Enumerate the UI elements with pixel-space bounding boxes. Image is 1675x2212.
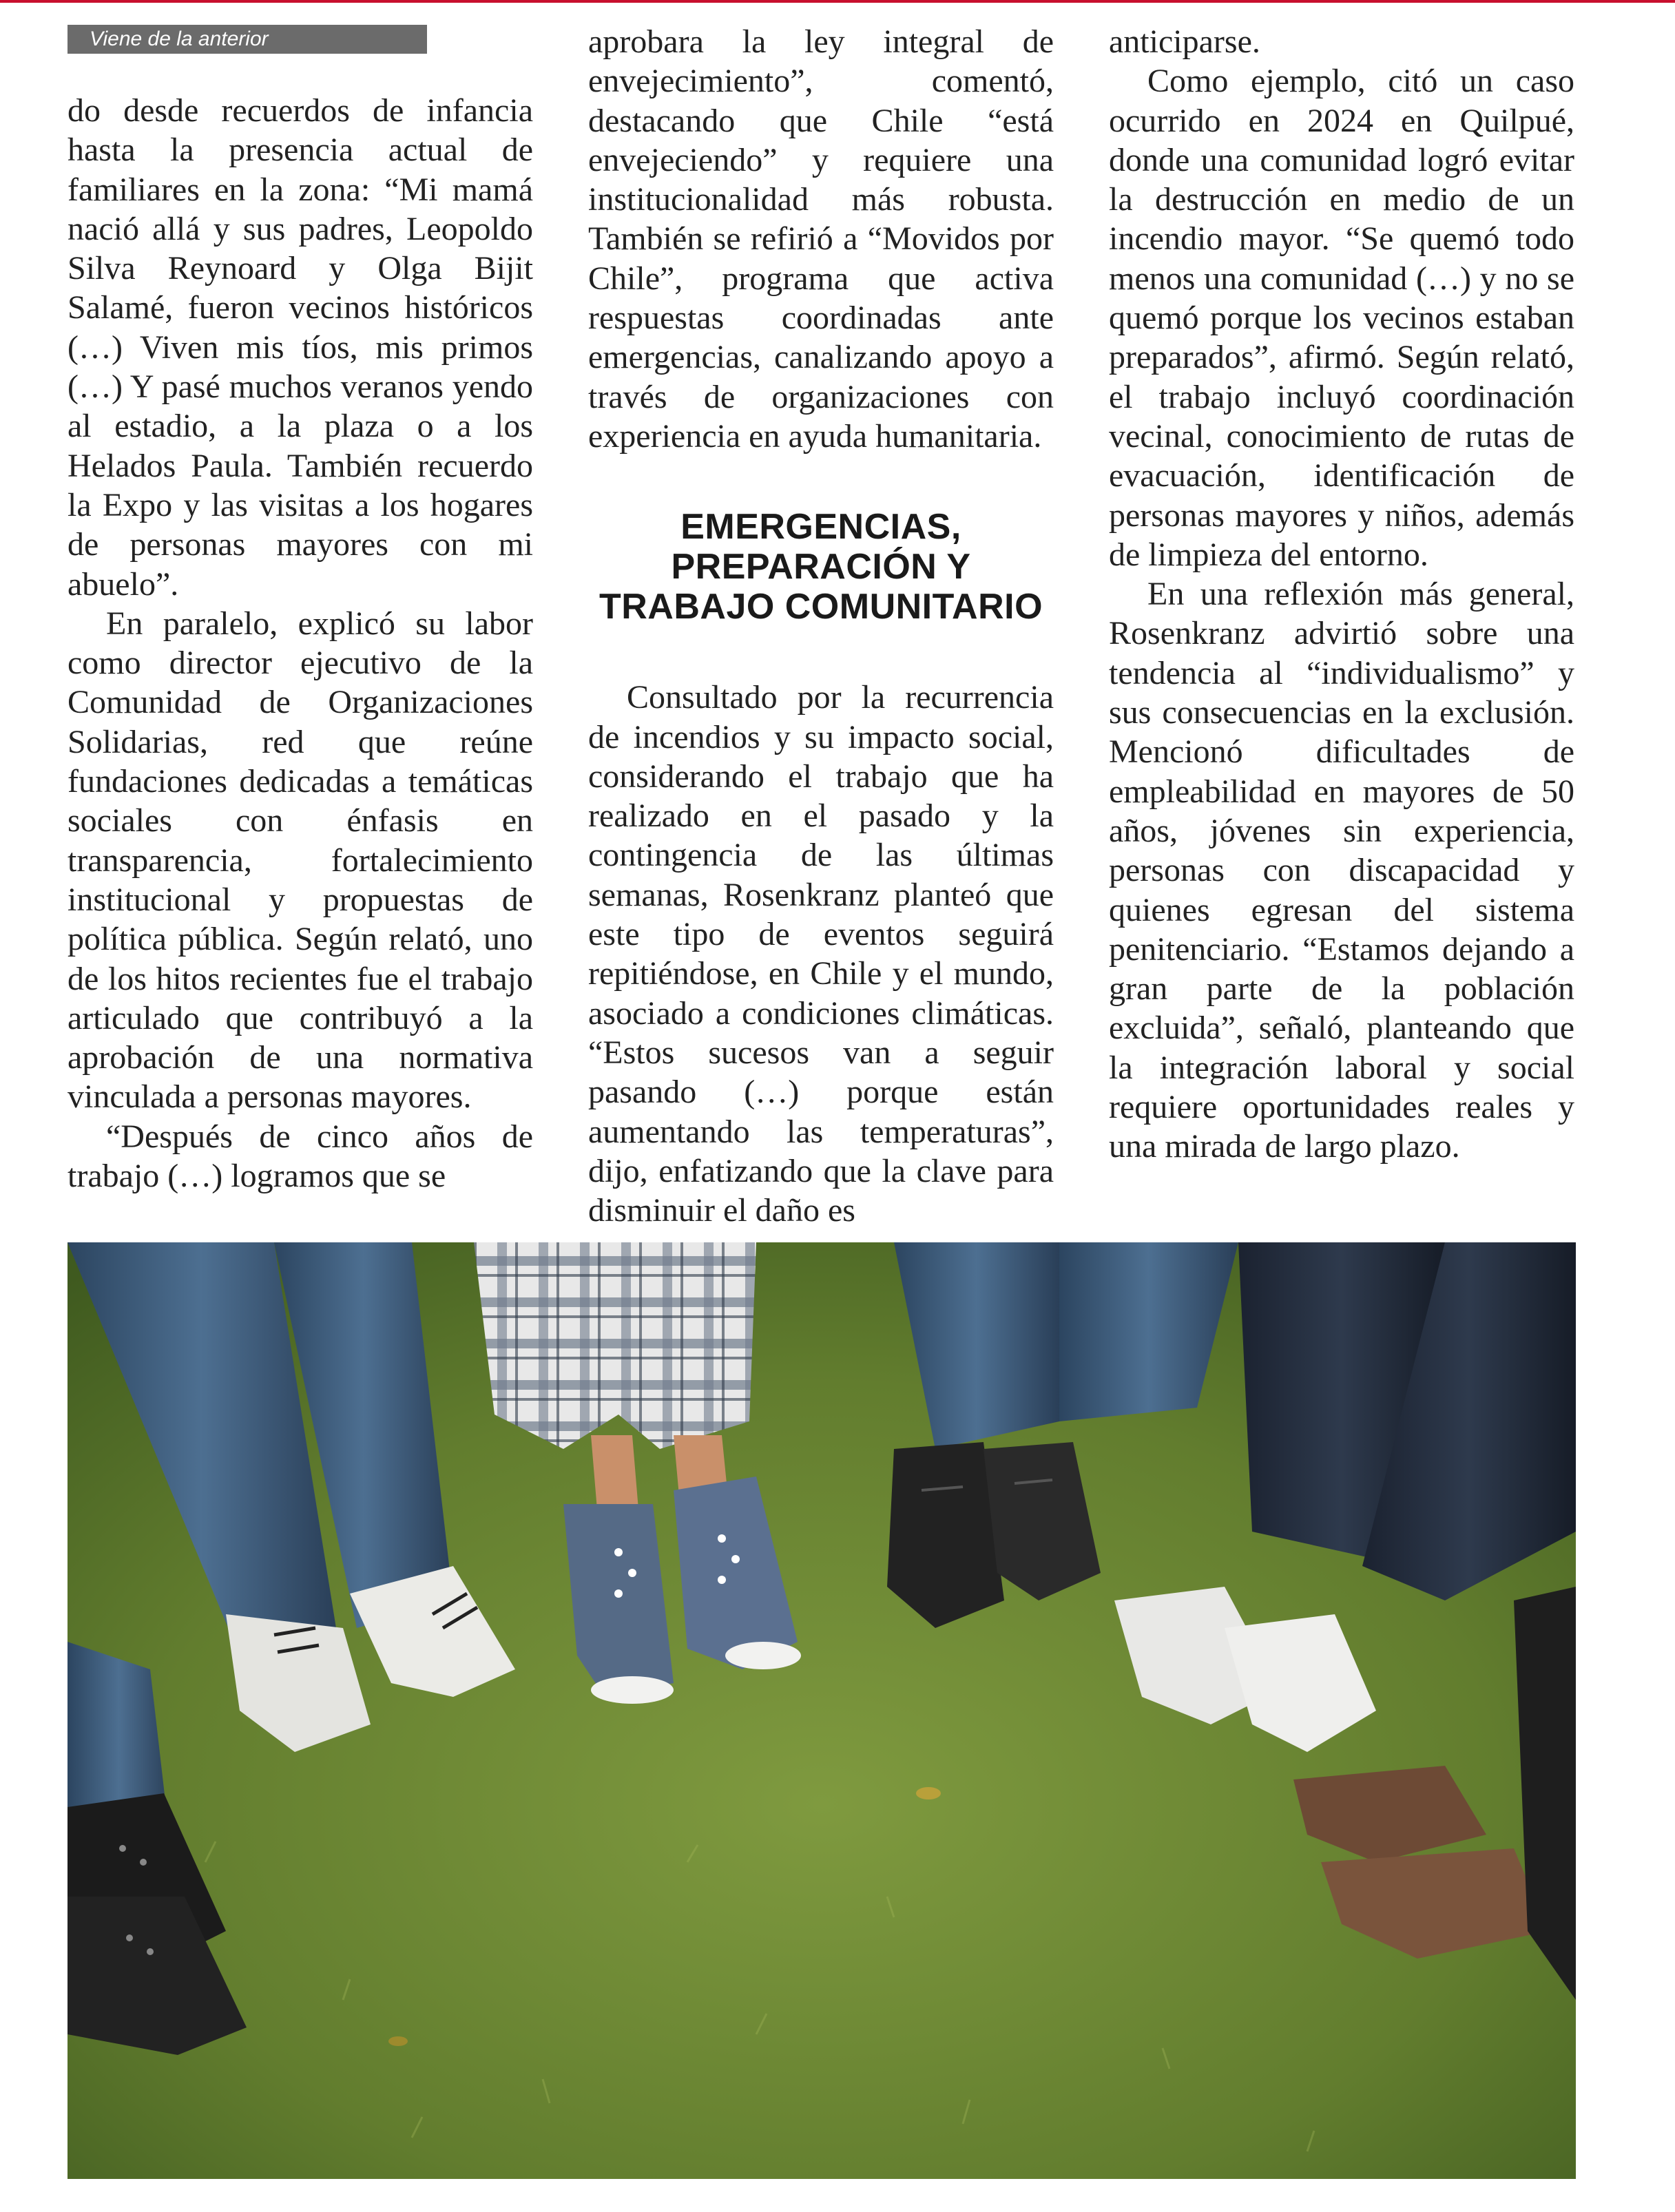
article-column-2 [588, 22, 1054, 1230]
section-subheading: EMERGENCIAS, PREPARACIÓN Y TRABAJO COMUNITARIO [599, 507, 1043, 627]
top-accent-rule [0, 0, 1675, 3]
paragraph: anticiparse. [1109, 23, 1260, 60]
paragraph: “Después de cinco años de trabajo (…) logramos que se [67, 1118, 533, 1195]
paragraph: En una reflexión más general, Rosenkranz advirtió sobre una tendencia al “individualismo” y sus consecuencias en la exclusión. Mencionó dificultades de empleabilidad en mayores de 50 años, jóvenes sin experiencia, personas con discapacidad y quienes egresan del sistema penitenciario. “Estamos dejando a gran parte de la población excluida”, señaló, planteando que la integración laboral y social requiere oportunidades reales y una mirada de largo plazo. [1109, 576, 1574, 1165]
continued-kicker: Viene de la anterior [67, 25, 427, 54]
article-column-1 [67, 91, 533, 1196]
paragraph: aprobara la ley integral de envejecimiento”, comentó, destacando que Chile “está envejeciendo” y requiere una institucionalidad más robusta. También se refirió a “Movidos por Chile”, programa que activa respuestas coordinadas ante emergencias, canalizando apoyo a través de organizaciones con experiencia en ayuda humanitaria. [588, 23, 1054, 455]
paragraph: do desde recuerdos de infancia hasta la presencia actual de familiares en la zona: “Mi mamá nació allá y sus padres, Leopoldo Silva Reynoard y Olga Bijit Salamé, fueron vecinos históricos (…) Viven mis tíos, mis primos (…) Y pasé muchos veranos yendo al estadio, a la plaza o a los Helados Paula. También recuerdo la Expo y las visitas a los hogares de personas mayores con mi abuelo”. [67, 92, 533, 603]
article-photo-feet-on-grass [67, 1242, 1576, 2179]
paragraph: En paralelo, explicó su labor como director ejecutivo de la Comunidad de Organizaciones Solidarias, red que reúne fundaciones dedicadas a temáticas sociales con énfasis en transparencia, fortalecimiento institucional y propuestas de política pública. Según relató, uno de los hitos recientes fue el trabajo articulado que contribuyó a la aprobación de una normativa vinculada a personas mayores. [67, 605, 533, 1116]
article-column-3 [1109, 22, 1574, 1167]
paragraph: Consultado por la recurrencia de incendios y su impacto social, considerando el trabajo que ha realizado en el pasado y la contingencia de las últimas semanas, Rosenkranz planteó que este tipo de eventos seguirá repitiéndose, en Chile y el mundo, asociado a condiciones climáticas. “Estos sucesos van a seguir pasando (…) porque están aumentando las temperaturas”, dijo, enfatizando que la clave para disminuir el daño es [588, 679, 1054, 1229]
paragraph: Como ejemplo, citó un caso ocurrido en 2024 en Quilpué, donde una comunidad logró evitar la destrucción en medio de un incendio mayor. “Se quemó todo menos una comunidad (…) y no se quemó porque los vecinos estaban preparados”, afirmó. Según relató, el trabajo incluyó coordinación vecinal, conocimiento de rutas de evacuación, identificación de personas mayores y niños, además de limpieza del entorno. [1109, 63, 1574, 573]
